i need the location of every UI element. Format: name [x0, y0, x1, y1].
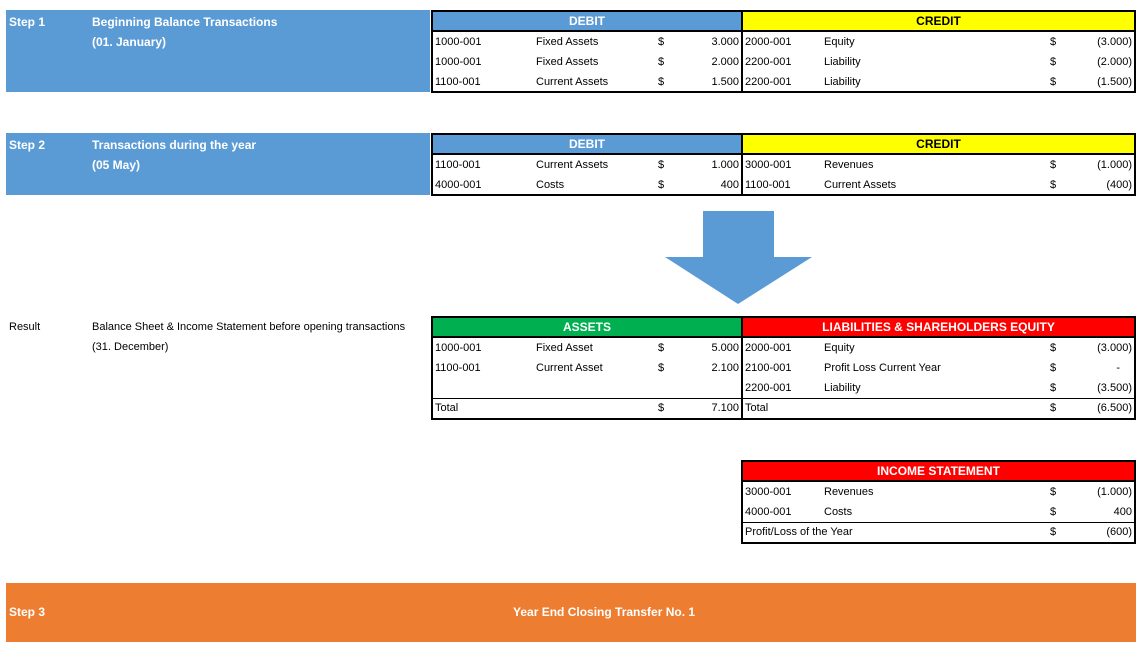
- step3-band: [6, 583, 1136, 642]
- step1-band: [6, 10, 430, 92]
- currency-symbol: $: [658, 76, 665, 88]
- table-row: [433, 358, 741, 378]
- account-name: Costs: [536, 179, 565, 191]
- table-row: [433, 378, 741, 398]
- currency-symbol: $: [658, 56, 665, 68]
- account-number: 3000-001: [745, 486, 792, 498]
- step1-date: (01. January): [92, 35, 167, 49]
- currency-symbol: $: [658, 159, 665, 171]
- income-statement-table: [741, 482, 1136, 544]
- amount: 1.500: [711, 76, 739, 88]
- account-name: Equity: [824, 342, 855, 354]
- step1-label: Step 1: [9, 15, 46, 29]
- amount: (1.000): [1097, 159, 1132, 171]
- account-name: Liability: [824, 56, 861, 68]
- total-amount: (600): [1106, 526, 1132, 538]
- total-row: [743, 522, 1134, 542]
- assets-table: [431, 338, 743, 420]
- income-statement-header: INCOME STATEMENT: [741, 460, 1136, 482]
- step2-date: (05 May): [92, 158, 141, 172]
- account-name: Equity: [824, 36, 855, 48]
- account-number: 1100-001: [435, 159, 481, 171]
- account-name: Costs: [824, 506, 853, 518]
- amount: (3.000): [1097, 342, 1132, 354]
- account-name: Fixed Asset: [536, 342, 593, 354]
- currency-symbol: $: [1050, 402, 1057, 414]
- account-number: 2200-001: [745, 76, 792, 88]
- amount: 3.000: [711, 36, 739, 48]
- amount: (1.000): [1097, 486, 1132, 498]
- step3-label: Step 3: [9, 605, 46, 619]
- table-row: [433, 175, 741, 195]
- currency-symbol: $: [658, 402, 665, 414]
- result-label: Result: [9, 321, 41, 333]
- table-row: [743, 378, 1134, 398]
- table-row: [743, 175, 1134, 195]
- account-number: 2200-001: [745, 382, 792, 394]
- account-number: 2000-001: [745, 36, 792, 48]
- table-row: [433, 338, 741, 358]
- step1-debit-header: DEBIT: [431, 10, 743, 32]
- table-row: [743, 358, 1134, 378]
- total-label: Total: [435, 402, 459, 414]
- assets-header: ASSETS: [431, 316, 743, 338]
- account-name: Current Assets: [824, 179, 897, 191]
- currency-symbol: $: [658, 179, 665, 191]
- account-name: Current Assets: [536, 76, 609, 88]
- result-date: (31. December): [92, 341, 169, 353]
- amount: 2.000: [711, 56, 739, 68]
- account-name: Profit Loss Current Year: [824, 362, 941, 374]
- account-name: Fixed Assets: [536, 36, 599, 48]
- account-number: 1100-001: [435, 76, 481, 88]
- currency-symbol: $: [658, 342, 665, 354]
- total-amount: (6.500): [1097, 402, 1132, 414]
- step1-title: Beginning Balance Transactions: [92, 15, 278, 29]
- amount: (3.500): [1097, 382, 1132, 394]
- account-number: 4000-001: [745, 506, 792, 518]
- account-name: Current Assets: [536, 159, 609, 171]
- amount: 5.000: [711, 342, 739, 354]
- account-number: 1100-001: [745, 179, 791, 191]
- step2-title: Transactions during the year: [92, 138, 257, 152]
- currency-symbol: $: [1050, 486, 1057, 498]
- total-amount: 7.100: [711, 402, 739, 414]
- total-label: Profit/Loss of the Year: [745, 526, 853, 538]
- account-name: Fixed Assets: [536, 56, 599, 68]
- step2-debit-header: DEBIT: [431, 133, 743, 155]
- amount: 1.000: [711, 159, 739, 171]
- amount: (2.000): [1097, 56, 1132, 68]
- account-number: 1000-001: [435, 56, 482, 68]
- total-label: Total: [745, 402, 769, 414]
- amount: -: [1116, 362, 1120, 374]
- table-row: [433, 32, 741, 52]
- account-name: Revenues: [824, 159, 874, 171]
- currency-symbol: $: [1050, 526, 1057, 538]
- step1-credit-table: [741, 32, 1136, 93]
- step1-credit-header: CREDIT: [741, 10, 1136, 32]
- total-row: [743, 398, 1134, 418]
- account-number: 1100-001: [435, 362, 481, 374]
- account-number: 1000-001: [435, 342, 482, 354]
- step2-credit-header: CREDIT: [741, 133, 1136, 155]
- currency-symbol: $: [1050, 179, 1057, 191]
- currency-symbol: $: [1050, 362, 1057, 374]
- table-row: [433, 72, 741, 92]
- liabilities-table: [741, 338, 1136, 420]
- step2-band: [6, 133, 430, 195]
- step2-label: Step 2: [9, 138, 46, 152]
- amount: (1.500): [1097, 76, 1132, 88]
- table-row: [743, 155, 1134, 175]
- amount: (3.000): [1097, 36, 1132, 48]
- amount: 2.100: [711, 362, 739, 374]
- amount: (400): [1106, 179, 1132, 191]
- table-row: [743, 72, 1134, 92]
- account-name: Liability: [824, 76, 861, 88]
- step1-debit-table: [431, 32, 743, 93]
- amount: 400: [720, 179, 739, 191]
- step3-title: Year End Closing Transfer No. 1: [513, 605, 696, 619]
- table-row: [433, 155, 741, 175]
- currency-symbol: $: [1050, 56, 1057, 68]
- table-row: [743, 502, 1134, 522]
- account-number: 1000-001: [435, 36, 482, 48]
- currency-symbol: $: [658, 36, 665, 48]
- down-arrow-icon: [664, 210, 814, 306]
- table-row: [743, 482, 1134, 502]
- step2-debit-table: [431, 155, 743, 196]
- account-number: 2200-001: [745, 56, 792, 68]
- amount: 400: [1113, 506, 1132, 518]
- currency-symbol: $: [1050, 382, 1057, 394]
- account-name: Liability: [824, 382, 861, 394]
- account-number: 2000-001: [745, 342, 792, 354]
- step2-credit-table: [741, 155, 1136, 196]
- currency-symbol: $: [1050, 76, 1057, 88]
- account-name: Revenues: [824, 486, 874, 498]
- account-name: Current Asset: [536, 362, 603, 374]
- table-row: [743, 338, 1134, 358]
- account-number: 2100-001: [745, 362, 792, 374]
- currency-symbol: $: [1050, 342, 1057, 354]
- currency-symbol: $: [658, 362, 665, 374]
- result-title: Balance Sheet & Income Statement before opening transactions: [92, 321, 406, 333]
- currency-symbol: $: [1050, 506, 1057, 518]
- currency-symbol: $: [1050, 159, 1057, 171]
- table-row: [743, 32, 1134, 52]
- account-number: 4000-001: [435, 179, 482, 191]
- currency-symbol: $: [1050, 36, 1057, 48]
- table-row: [743, 52, 1134, 72]
- account-number: 3000-001: [745, 159, 792, 171]
- total-row: [433, 398, 741, 418]
- table-row: [433, 52, 741, 72]
- liabilities-header: LIABILITIES & SHAREHOLDERS EQUITY: [741, 316, 1136, 338]
